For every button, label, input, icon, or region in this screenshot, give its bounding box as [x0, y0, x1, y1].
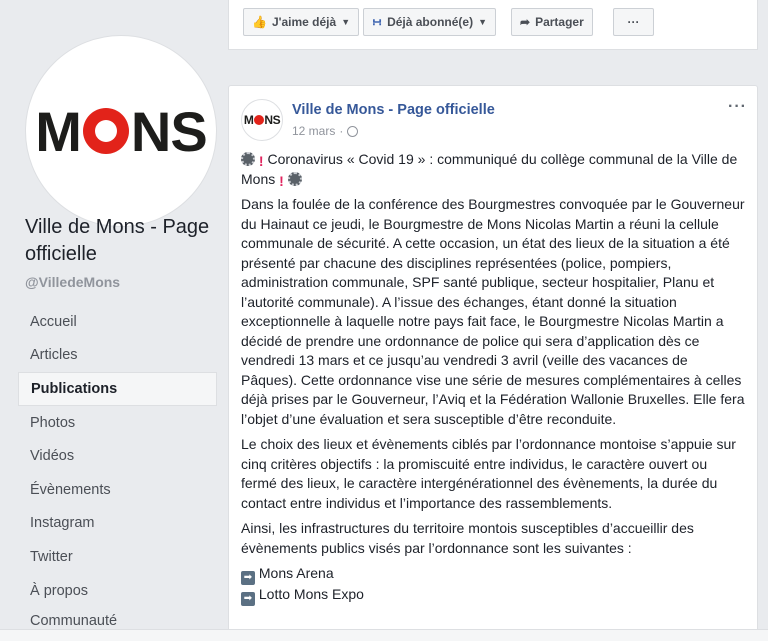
post-meta	[292, 124, 358, 138]
more-options-button[interactable]: ···	[613, 8, 654, 36]
page-title[interactable]: Ville de Mons - Page officielle	[25, 216, 210, 265]
logo-red-circle	[83, 108, 129, 154]
chevron-down-icon: ▼	[478, 17, 487, 27]
bottom-scroll-edge	[0, 629, 768, 641]
post-headline	[241, 150, 746, 189]
list-item	[241, 585, 746, 606]
avatar-letter-m: M	[243, 113, 254, 127]
post-date[interactable]: 12 mars	[292, 124, 336, 138]
page-handle[interactable]: @VilledeMons	[25, 274, 121, 290]
list-item-text: Lotto Mons Expo	[258, 586, 364, 602]
exclamation-emoji-icon: !	[258, 153, 264, 169]
avatar-red-circle	[254, 115, 264, 125]
post-text	[241, 150, 746, 606]
share-label: Partager	[535, 15, 584, 29]
chevron-down-icon: ▼	[341, 17, 351, 27]
logo-letters-ns: NS	[130, 99, 207, 163]
right-arrow-emoji-icon: ➡	[241, 571, 255, 585]
nav-item-instagram[interactable]: Instagram	[30, 515, 95, 532]
nav-item-a-propos[interactable]: À propos	[30, 582, 89, 599]
post-paragraph: Ainsi, les infrastructures du territoire montois susceptibles d’accueillir des évènements publics visés par l’ordonnance sont les suivantes :	[241, 520, 694, 556]
mons-logo	[35, 99, 206, 164]
rss-follow-icon: ∺	[372, 15, 383, 29]
list-item	[241, 564, 746, 585]
microbe-emoji-icon	[288, 172, 302, 186]
separator-dot: ·	[339, 124, 344, 138]
avatar-letters-ns: NS	[264, 113, 281, 127]
follow-label: Déjà abonné(e)	[387, 15, 474, 29]
like-label: J'aime déjà	[271, 15, 337, 29]
page-action-bar	[228, 0, 758, 50]
nav-item-articles[interactable]: Articles	[30, 347, 78, 364]
nav-item-twitter[interactable]: Twitter	[30, 548, 73, 565]
microbe-emoji-icon	[241, 152, 255, 166]
list-item-text: Mons Arena	[258, 565, 334, 581]
logo-letter-m: M	[35, 99, 81, 163]
post-card	[228, 85, 758, 641]
globe-icon[interactable]	[347, 126, 358, 137]
like-page-button[interactable]	[243, 8, 359, 36]
follow-page-button[interactable]	[363, 8, 496, 36]
exclamation-emoji-icon: !	[279, 172, 284, 189]
share-button[interactable]	[511, 8, 593, 36]
post-author-name[interactable]: Ville de Mons - Page officielle	[292, 102, 495, 118]
post-paragraph: Dans la foulée de la conférence des Bourgmestres convoquée par le Gouverneur du Hainaut ce jeudi, le Bourgmestre de Mons Nicolas Martin a réuni la cellule communale de sécurité. A cette occasion, un état des lieux de la situation a été présenté par chacune des disciplines représentées (police, pompiers, administration communale, SPF santé publique, secteur hospitalier, Planu et l’autorité communale). A l’issue des échanges, étant donné la situation exceptionnelle à laquelle notre pays fait face, le Bourgmestre Nicolas Martin a décidé de prendre une ordonnance de police qui sera d’application dès ce vendredi 13 mars et ce jusqu’au vendredi 3 avril (veille des vacances de Pâques). Cette ordonnance vise une série de mesures complémentaires à celles déjà prises par le Gouverneur, l’Aviq et la Fédération Wallonie Bruxelles. Elle fera l’objet d’une évaluation et sera susceptible d’être reconduite.	[241, 196, 745, 427]
thumbs-up-icon: 👍	[252, 15, 267, 29]
page-profile-picture[interactable]	[25, 35, 217, 227]
nav-item-videos[interactable]: Vidéos	[30, 448, 75, 465]
post-paragraph: Le choix des lieux et évènements ciblés par l’ordonnance montoise s’appuie sur cinq critères objectifs : la promiscuité entre individus, le caractère ouvert ou fermé des lieux, le caractère intergénérationnel des évènements, la durée du contact entre individus et l’importance des rassemblements.	[241, 436, 736, 511]
post-author-avatar[interactable]	[241, 99, 283, 141]
share-arrow-icon: ➦	[520, 15, 531, 29]
nav-item-communaute[interactable]: Communauté	[30, 613, 118, 630]
nav-item-photos[interactable]: Photos	[30, 414, 76, 431]
nav-item-accueil[interactable]: Accueil	[30, 313, 77, 330]
right-arrow-emoji-icon: ➡	[241, 592, 255, 606]
headline-text: Coronavirus « Covid 19 » : communiqué du collège communal de la Ville de Mons	[241, 151, 738, 187]
nav-item-publications[interactable]: Publications	[18, 372, 217, 406]
post-options-button[interactable]: ···	[728, 98, 747, 115]
page-nav	[18, 305, 217, 629]
nav-item-evenements[interactable]: Évènements	[30, 481, 111, 498]
